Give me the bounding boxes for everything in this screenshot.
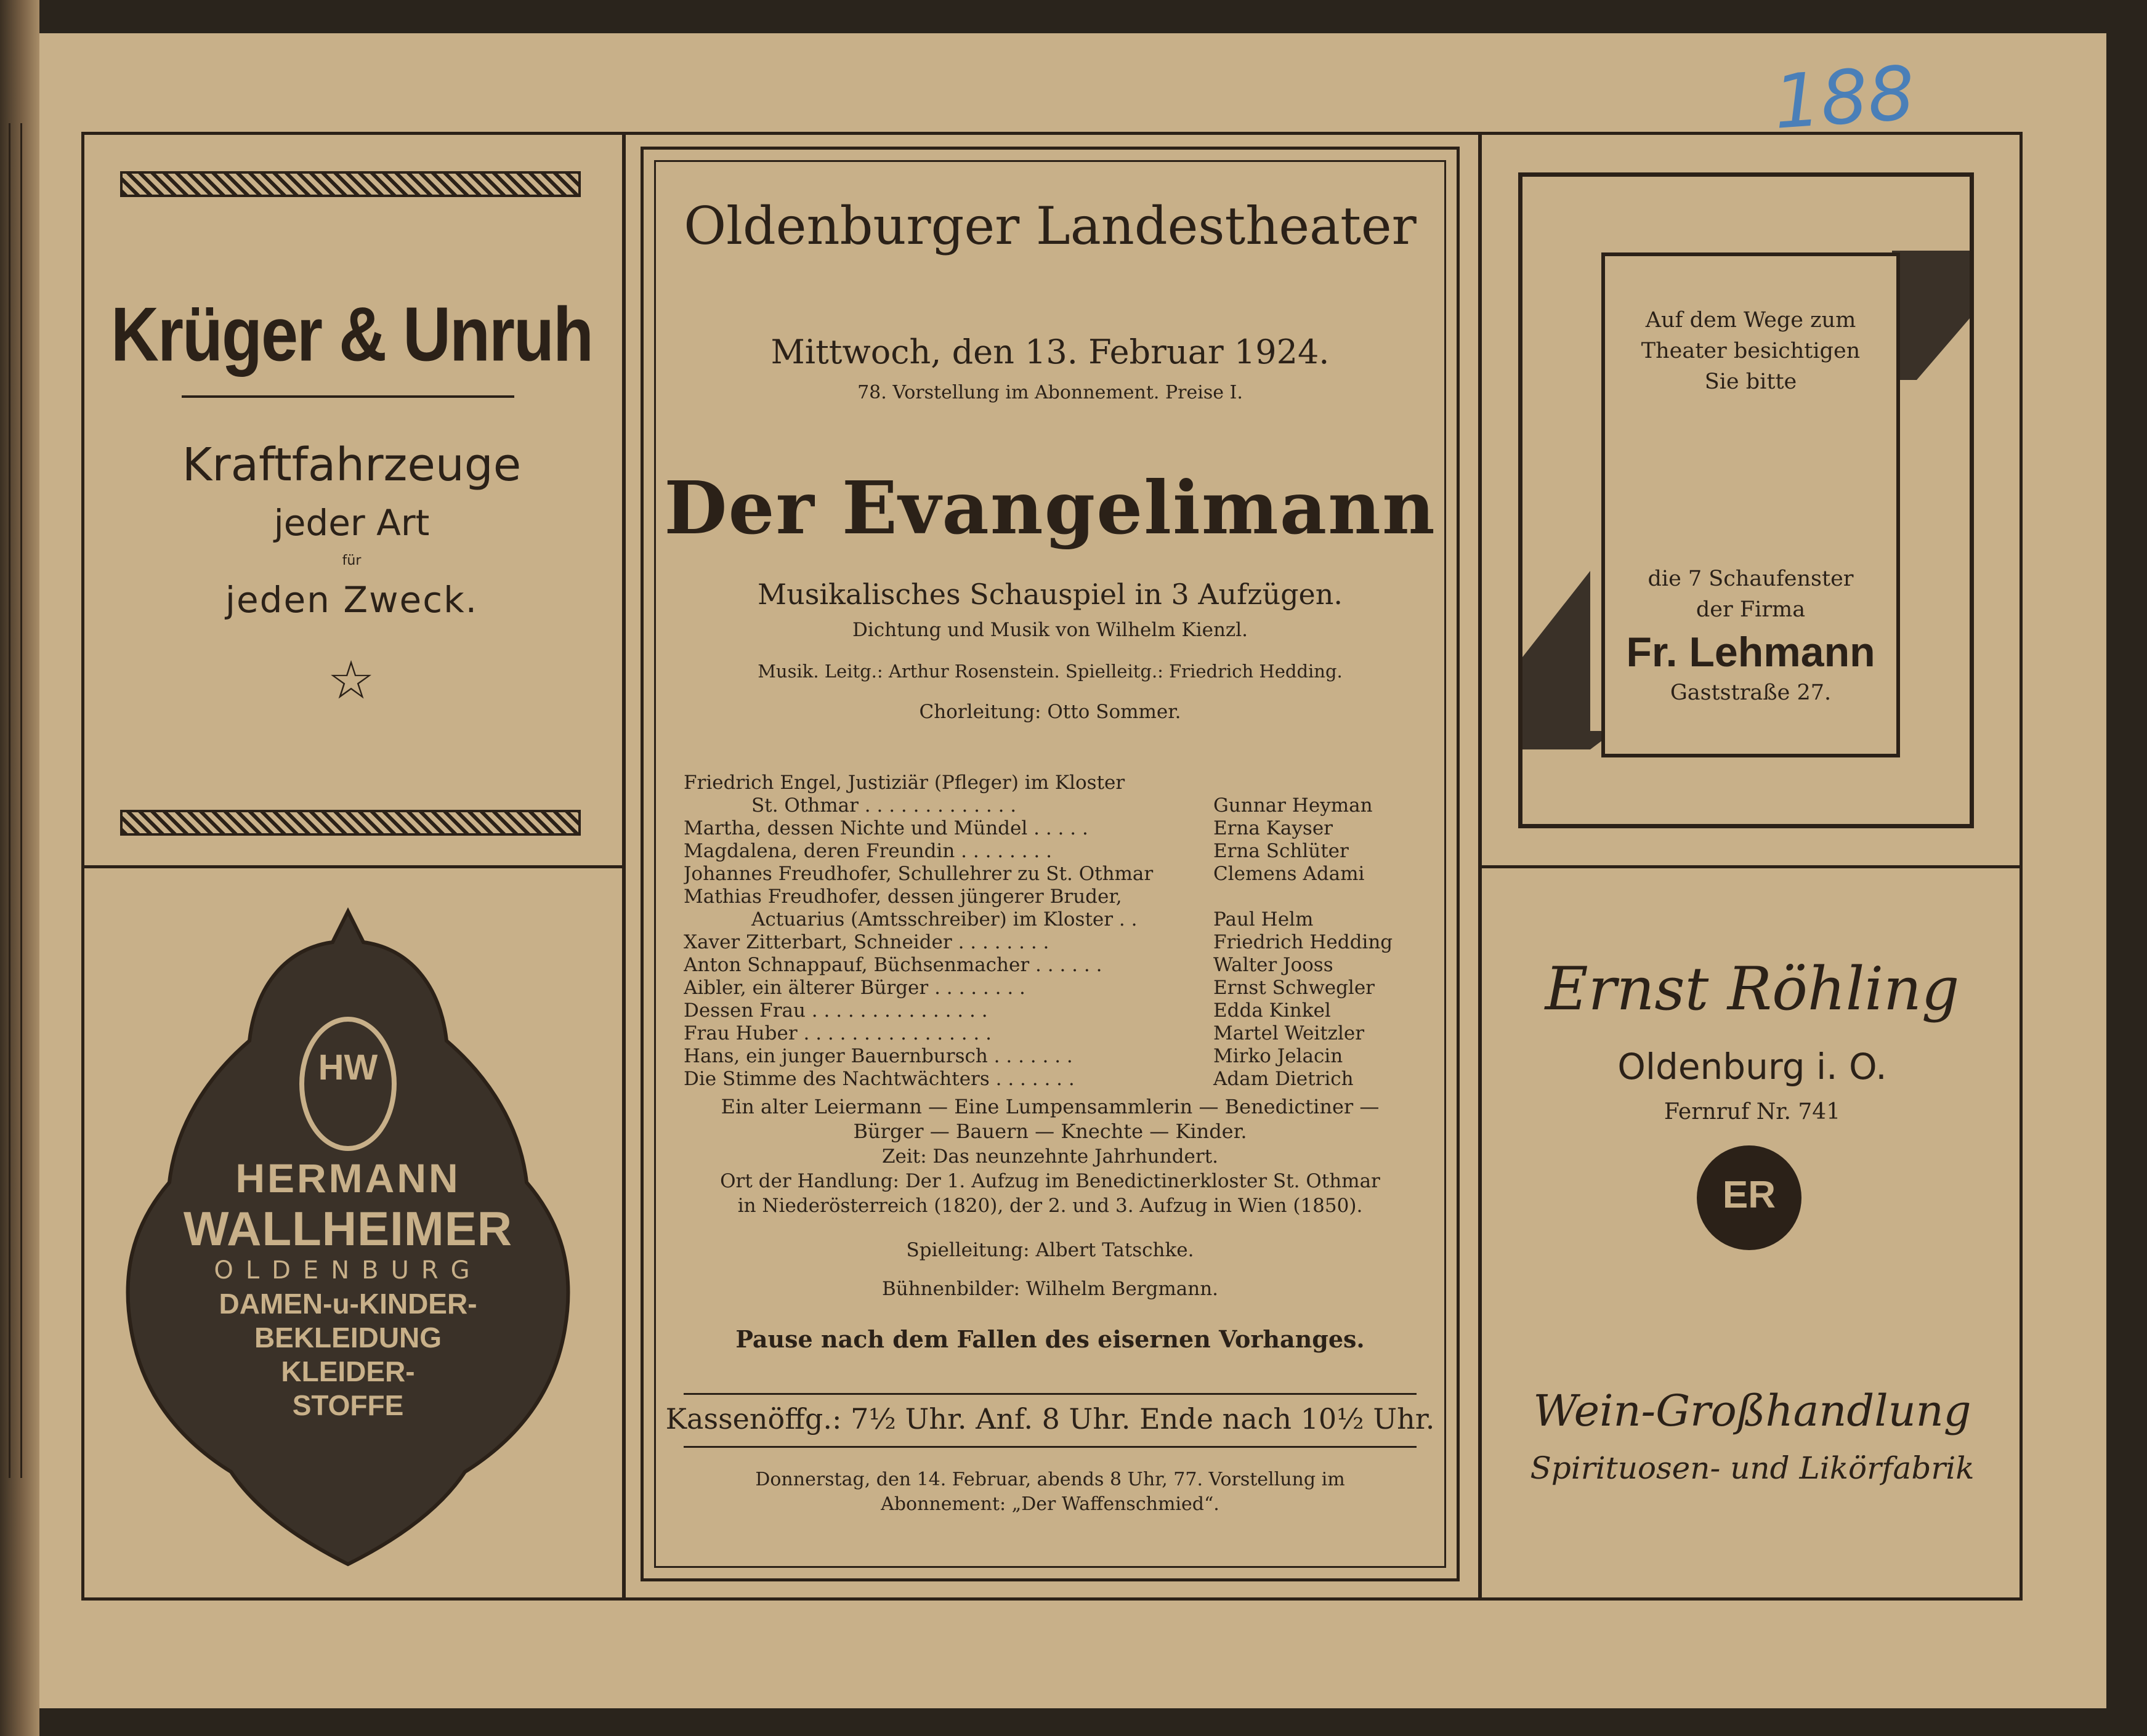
ornament-border-bottom bbox=[120, 810, 581, 836]
box-office-rule-bottom bbox=[684, 1446, 1417, 1448]
right-section-divider bbox=[1478, 865, 2023, 868]
cast-role: Dessen Frau . . . . . . . . . . . . . . . bbox=[684, 999, 988, 1022]
emblem-name-1: HERMANN bbox=[235, 1155, 461, 1201]
intermission-note: Pause nach dem Fallen des eisernen Vorhanges. bbox=[735, 1325, 1365, 1353]
company-name: Krüger & Unruh bbox=[111, 291, 592, 377]
lehmann-line-2: Theater besichtigen bbox=[1641, 339, 1861, 363]
emblem-line-2: BEKLEIDUNG bbox=[254, 1322, 442, 1354]
stage-direction: Spielleitung: Albert Tatschke. bbox=[906, 1239, 1194, 1261]
cast-row bbox=[684, 772, 1413, 794]
ornament-border-top bbox=[120, 171, 581, 197]
cast-actor: Edda Kinkel bbox=[1213, 999, 1331, 1022]
cast-role: Magdalena, deren Freundin . . . . . . . . bbox=[684, 840, 1052, 862]
cast-actor: Walter Jooss bbox=[1213, 954, 1333, 976]
book-spine bbox=[0, 0, 39, 1736]
ad-line-2: jeder Art bbox=[273, 502, 430, 544]
credits-chorus: Chorleitung: Otto Sommer. bbox=[919, 701, 1181, 723]
performance-info: 78. Vorstellung im Abonnement. Preise I. bbox=[857, 382, 1243, 403]
emblem-monogram: HW bbox=[318, 1048, 378, 1088]
spine-binding bbox=[9, 123, 22, 1478]
roehling-business-2: Spirituosen- und Likörfabrik bbox=[1530, 1450, 1975, 1486]
lehmann-line-1: Auf dem Wege zum bbox=[1645, 308, 1856, 333]
credits-music: Dichtung und Musik von Wilhelm Kienzl. bbox=[852, 619, 1248, 641]
next-performance-2: Abonnement: „Der Waffenschmied“. bbox=[881, 1493, 1219, 1515]
cast-role: Hans, ein junger Bauernbursch . . . . . . . bbox=[684, 1045, 1073, 1067]
roehling-phone: Fernruf Nr. 741 bbox=[1664, 1099, 1841, 1124]
lehmann-line-4: die 7 Schaufenster bbox=[1648, 567, 1854, 591]
cast-row bbox=[684, 999, 1413, 1022]
ad-line-3: für bbox=[342, 553, 362, 568]
divider-rule bbox=[182, 395, 514, 398]
emblem-name-2: WALLHEIMER bbox=[183, 1201, 513, 1256]
cast-role: Die Stimme des Nachtwächters . . . . . . . bbox=[684, 1068, 1075, 1090]
cast-role: Mathias Freudhofer, dessen jüngerer Bruder, bbox=[684, 886, 1122, 908]
cast-actor: Ernst Schwegler bbox=[1213, 977, 1375, 999]
cast-role: Friedrich Engel, Justiziär (Pfleger) im Kloster bbox=[684, 772, 1125, 794]
extras-line-2: Bürger — Bauern — Knechte — Kinder. bbox=[853, 1120, 1247, 1143]
stage-design: Bühnenbilder: Wilhelm Bergmann. bbox=[881, 1278, 1219, 1300]
cast-role: Johannes Freudhofer, Schullehrer zu St. Othmar bbox=[684, 863, 1154, 885]
cast-role: Frau Huber . . . . . . . . . . . . . . . . bbox=[684, 1022, 992, 1044]
cast-row bbox=[684, 1068, 1413, 1091]
box-office-times: Kassenöffg.: 7½ Uhr. Anf. 8 Uhr. Ende nach 10½ Uhr. bbox=[665, 1402, 1435, 1435]
cast-actor: Martel Weitzler bbox=[1213, 1022, 1365, 1044]
ad-line-4: jeden Zweck. bbox=[225, 579, 479, 621]
cast-row bbox=[684, 863, 1413, 886]
cast-row bbox=[684, 1022, 1413, 1045]
cast-actor bbox=[1213, 886, 1413, 908]
opera-subtitle: Musikalisches Schauspiel in 3 Aufzügen. bbox=[758, 578, 1343, 611]
cast-row bbox=[684, 886, 1413, 908]
box-office-rule-top bbox=[684, 1393, 1417, 1395]
lehmann-line-3: Sie bitte bbox=[1704, 369, 1797, 394]
left-section-divider bbox=[81, 865, 623, 868]
cast-actor: Erna Kayser bbox=[1213, 817, 1333, 839]
cast-role: Aibler, ein älterer Bürger . . . . . . . . bbox=[684, 977, 1025, 999]
roehling-logo-monogram: ER bbox=[1722, 1174, 1776, 1216]
cast-role: St. Othmar . . . . . . . . . . . . . bbox=[751, 794, 1017, 817]
lehmann-address: Gaststraße 27. bbox=[1670, 680, 1832, 705]
cast-actor: Clemens Adami bbox=[1213, 863, 1365, 885]
cast-actor: Paul Helm bbox=[1213, 908, 1314, 931]
ad-line-1: Kraftfahrzeuge bbox=[182, 438, 522, 491]
cast-row bbox=[684, 908, 1413, 931]
credits-direction: Musik. Leitg.: Arthur Rosenstein. Spielleitg.: Friedrich Hedding. bbox=[758, 661, 1343, 682]
lehmann-firm-name: Fr. Lehmann bbox=[1626, 629, 1875, 676]
opera-title: Der Evangelimann bbox=[664, 465, 1436, 551]
cast-role: Xaver Zitterbart, Schneider . . . . . . . . bbox=[684, 931, 1049, 953]
setting-time: Zeit: Das neunzehnte Jahrhundert. bbox=[881, 1145, 1219, 1168]
cast-role: Anton Schnappauf, Büchsenmacher . . . . . . bbox=[684, 954, 1102, 976]
cast-role: Martha, dessen Nichte und Mündel . . . . . bbox=[684, 817, 1088, 839]
emblem-line-3: KLEIDER- bbox=[281, 1355, 415, 1387]
cast-actor: Mirko Jelacin bbox=[1213, 1045, 1343, 1067]
cast-row bbox=[684, 977, 1413, 999]
emblem-city: OLDENBURG bbox=[214, 1256, 482, 1285]
cast-actor: Erna Schlüter bbox=[1213, 840, 1349, 862]
cast-row bbox=[684, 954, 1413, 977]
roehling-name: Ernst Röhling bbox=[1545, 955, 1960, 1023]
cast-actor bbox=[1213, 772, 1413, 794]
cast-role: Actuarius (Amtsschreiber) im Kloster . . bbox=[751, 908, 1138, 931]
cast-row bbox=[684, 840, 1413, 863]
extras-line-1: Ein alter Leiermann — Eine Lumpensammlerin — Benedictiner — bbox=[721, 1095, 1380, 1118]
cast-row bbox=[684, 1045, 1413, 1068]
roehling-business-1: Wein-Großhandlung bbox=[1533, 1386, 1971, 1436]
roehling-city: Oldenburg i. O. bbox=[1617, 1046, 1887, 1088]
emblem-line-1: DAMEN-u-KINDER- bbox=[219, 1288, 477, 1320]
lehmann-line-5: der Firma bbox=[1696, 597, 1806, 622]
emblem-line-4: STOFFE bbox=[292, 1389, 404, 1421]
cast-row bbox=[684, 817, 1413, 840]
handwritten-page-number: 188 bbox=[1771, 50, 1918, 146]
cast-actor: Adam Dietrich bbox=[1213, 1068, 1354, 1090]
setting-place-1: Ort der Handlung: Der 1. Aufzug im Benedictinerkloster St. Othmar bbox=[720, 1170, 1380, 1192]
star-icon: ☆ bbox=[327, 650, 375, 711]
setting-place-2: in Niederösterreich (1820), der 2. und 3. Aufzug in Wien (1850). bbox=[737, 1195, 1363, 1217]
cast-row bbox=[684, 794, 1413, 817]
cast-actor: Friedrich Hedding bbox=[1213, 931, 1393, 953]
theater-name: Oldenburger Landestheater bbox=[684, 196, 1417, 256]
cast-actor: Gunnar Heyman bbox=[1213, 794, 1373, 817]
performance-date: Mittwoch, den 13. Februar 1924. bbox=[770, 333, 1330, 371]
cast-row bbox=[684, 931, 1413, 954]
next-performance-1: Donnerstag, den 14. Februar, abends 8 Uhr, 77. Vorstellung im bbox=[755, 1469, 1345, 1490]
